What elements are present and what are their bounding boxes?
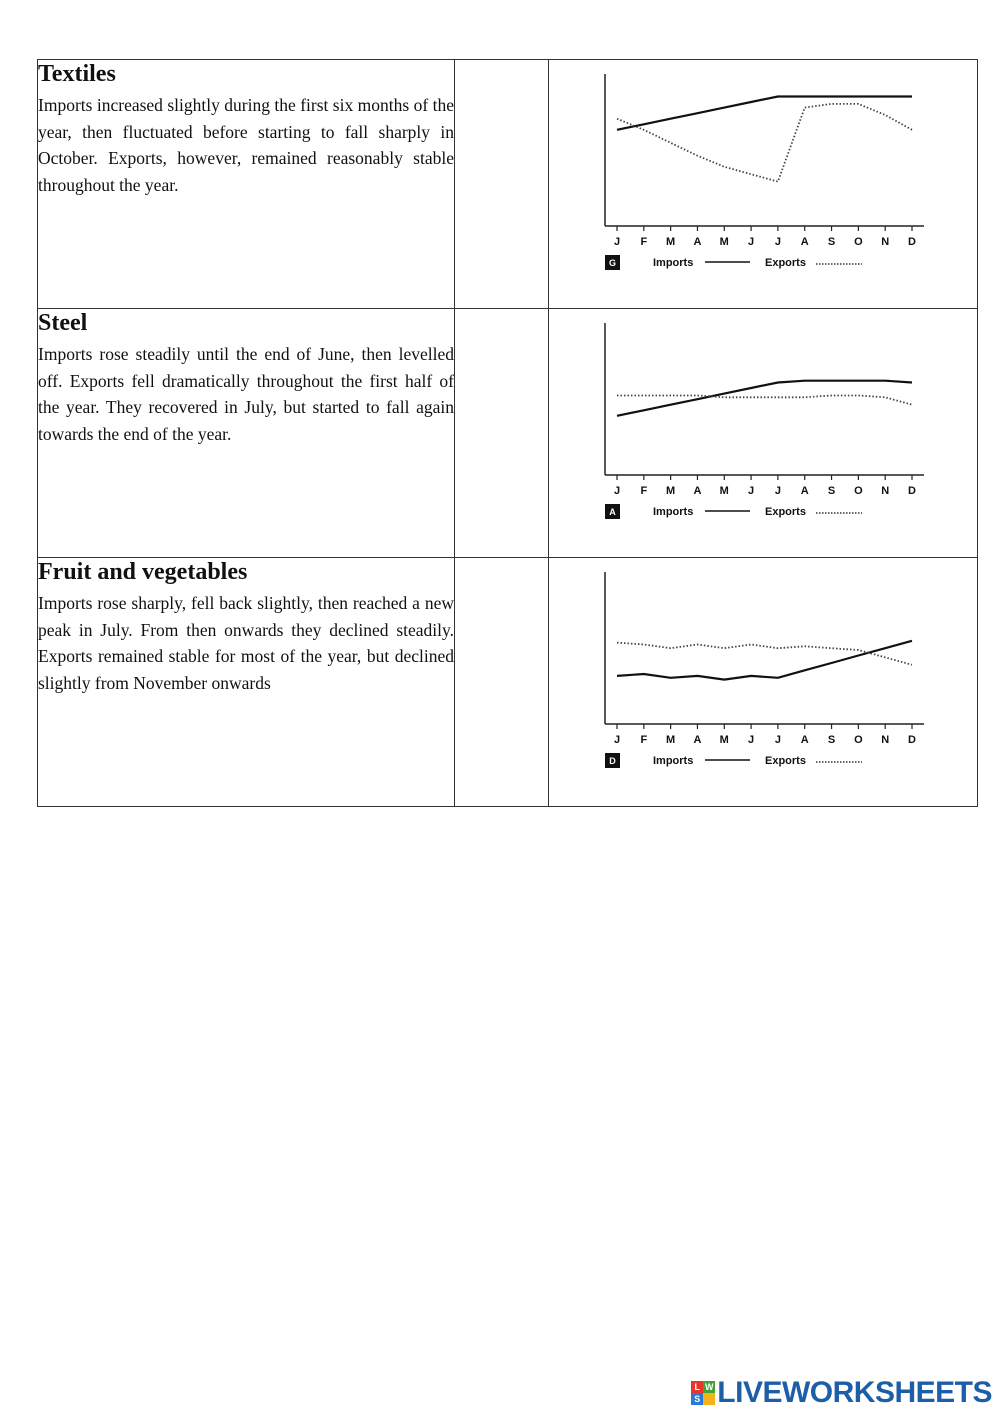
x-tick-label: D bbox=[908, 734, 916, 746]
x-tick-label: J bbox=[774, 236, 781, 248]
x-tick-label: A bbox=[693, 236, 702, 248]
row-title: Textiles bbox=[38, 61, 116, 87]
row-description: Imports rose sharply, fell back slightly, then reached a new peak in July. From then onwards they declined steadily. Exports remained stable for most of the year, but declined slightly from November onwards bbox=[38, 593, 454, 693]
line-graph bbox=[579, 70, 949, 306]
legend-imports-label: Imports bbox=[653, 755, 694, 767]
chart-badge-label: D bbox=[609, 756, 616, 766]
x-tick-label: O bbox=[854, 236, 863, 248]
table-row bbox=[38, 558, 978, 807]
x-tick-label: N bbox=[881, 485, 890, 497]
table-row bbox=[38, 60, 978, 309]
legend-imports-label: Imports bbox=[653, 506, 694, 518]
x-tick-label: J bbox=[774, 734, 781, 746]
x-tick-label: J bbox=[613, 485, 621, 497]
answer-box[interactable] bbox=[455, 558, 549, 807]
imports-series-line bbox=[617, 641, 912, 680]
graph-cell bbox=[549, 60, 978, 309]
exports-series-line bbox=[617, 104, 912, 182]
brand-logo-icon bbox=[691, 1381, 715, 1405]
x-tick-label: N bbox=[881, 236, 890, 248]
x-tick-label: F bbox=[640, 236, 648, 248]
row-title: Steel bbox=[38, 310, 88, 336]
graph-cell bbox=[549, 309, 978, 558]
brand-name: LIVEWORKSHEETS bbox=[717, 1376, 992, 1409]
liveworksheets-brand bbox=[691, 1377, 992, 1409]
legend-exports-label: Exports bbox=[765, 755, 806, 767]
x-tick-label: J bbox=[748, 485, 755, 497]
chart-badge-label: G bbox=[608, 258, 617, 268]
table-row bbox=[38, 309, 978, 558]
description-cell bbox=[38, 309, 455, 558]
description-cell bbox=[38, 60, 455, 309]
answer-box[interactable] bbox=[455, 309, 549, 558]
legend-exports-label: Exports bbox=[765, 506, 806, 518]
x-tick-label: O bbox=[854, 485, 863, 497]
x-tick-label: D bbox=[908, 485, 916, 497]
x-tick-label: F bbox=[640, 485, 648, 497]
x-tick-label: J bbox=[748, 236, 755, 248]
x-tick-label: J bbox=[774, 485, 781, 497]
logo-tile: W bbox=[705, 1382, 714, 1392]
row-title: Fruit and vegetables bbox=[38, 559, 248, 585]
x-tick-label: M bbox=[666, 485, 676, 497]
x-tick-label: M bbox=[666, 236, 676, 248]
x-tick-label: A bbox=[800, 236, 809, 248]
x-tick-label: S bbox=[827, 485, 836, 497]
imports-series-line bbox=[617, 381, 912, 416]
logo-tile: S bbox=[691, 1393, 703, 1405]
exports-series-line bbox=[617, 396, 912, 405]
x-tick-label: A bbox=[800, 485, 809, 497]
x-tick-label: M bbox=[719, 734, 729, 746]
x-tick-label: D bbox=[908, 236, 916, 248]
x-tick-label: N bbox=[881, 734, 890, 746]
x-tick-label: M bbox=[719, 236, 729, 248]
x-tick-label: J bbox=[748, 734, 755, 746]
x-tick-label: A bbox=[693, 734, 702, 746]
x-tick-label: A bbox=[693, 485, 702, 497]
x-tick-label: F bbox=[640, 734, 648, 746]
x-tick-label: A bbox=[800, 734, 809, 746]
x-tick-label: M bbox=[719, 485, 729, 497]
row-description: Imports rose steadily until the end of June, then levelled off. Exports fell dramatically throughout the first half of the year. They recovered in July, but started to fall again towards the end of the year. bbox=[38, 344, 454, 444]
x-tick-label: S bbox=[827, 734, 836, 746]
x-tick-label: S bbox=[827, 236, 836, 248]
logo-tile bbox=[703, 1393, 715, 1405]
legend-exports-label: Exports bbox=[765, 257, 806, 269]
x-tick-label: J bbox=[613, 236, 621, 248]
description-cell bbox=[38, 558, 455, 807]
answer-box[interactable] bbox=[455, 60, 549, 309]
logo-tile: L bbox=[691, 1381, 703, 1393]
matching-table bbox=[37, 59, 978, 807]
x-tick-label: O bbox=[854, 734, 863, 746]
x-tick-label: J bbox=[613, 734, 621, 746]
row-description: Imports increased slightly during the first six months of the year, then fluctuated before starting to fall sharply in October. Exports, however, remained reasonably stable throughout the year. bbox=[38, 95, 454, 195]
chart-badge-label: A bbox=[609, 507, 616, 517]
imports-series-line bbox=[617, 97, 912, 130]
x-tick-label: M bbox=[666, 734, 676, 746]
legend-imports-label: Imports bbox=[653, 257, 694, 269]
graph-cell bbox=[549, 558, 978, 807]
line-graph bbox=[579, 568, 949, 804]
line-graph bbox=[579, 319, 949, 555]
